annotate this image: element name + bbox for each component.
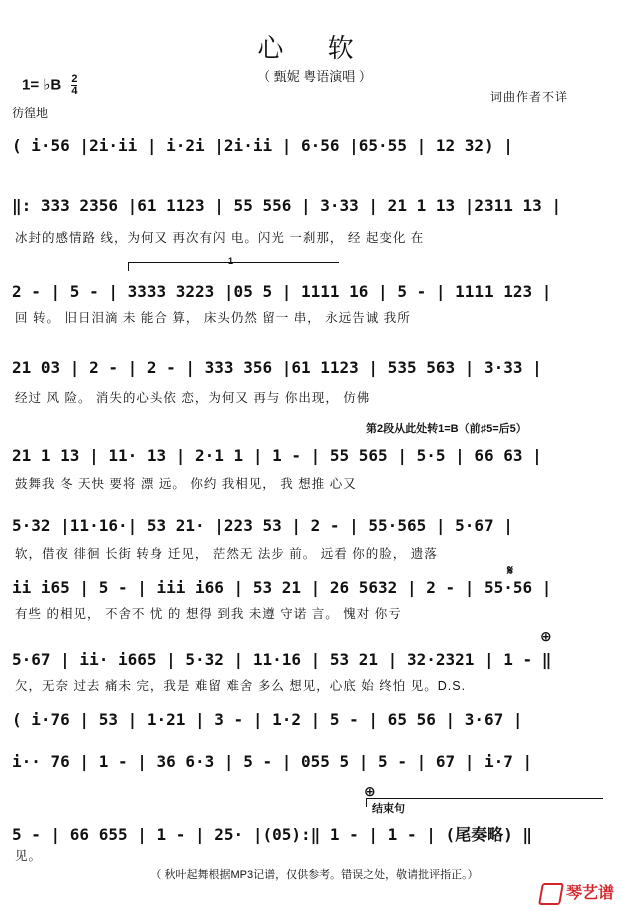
score-row-7-lyrics: 有些 的相见， 不舍不 忧 的 想得 到我 未遵 守诺 言。 愧对 你亏	[15, 607, 402, 621]
score-row-6-lyrics: 软，借夜 徘徊 长街 转身 迁见， 茫然无 法步 前。 远看 你的脸， 遗落	[15, 547, 438, 561]
score-row-7-notes: ii i65 | 5 - | iii i66 | 53 21 | 26 5632 | 2 - | 55·56 |	[12, 578, 552, 597]
key-signature	[22, 74, 77, 97]
score-row-4-notes: 21 03 | 2 - | 2 - | 333 356 |61 1123 | 535 563 | 3·33 |	[12, 358, 542, 377]
second-verse-note: 第2段从此处转1=B（前♯5=后5）	[366, 423, 527, 435]
score-row-3-lyrics: 回 转。 旧日泪滴 未 能合 算， 床头仍然 留一 串， 永远告诚 我所	[15, 311, 411, 325]
segno-sign: 𝄋	[507, 562, 514, 578]
score-row-11-notes: 5 - | 66 655 | 1 - | 25· |(05):‖ 1 - | 1 - | (尾奏略) ‖	[12, 825, 533, 844]
coda-sign-1: ⊕	[540, 628, 552, 644]
score-row-10-notes: i·· 76 | 1 - | 36 6·3 | 5 - | 055 5 | 5 - | 67 | i·7 |	[12, 752, 533, 771]
score-row-11-lyrics: 见。	[15, 849, 43, 863]
score-row-1-notes: ( i·56 |2i·ii | i·2i |2i·ii | 6·56 |65·55 | 12 32) |	[12, 136, 513, 155]
footer-note: （ 秋叶起舞根据MP3记谱，仅供参考。错误之处，敬请批评指正。）	[150, 869, 479, 881]
page-title: 心 软	[257, 34, 372, 64]
time-signature	[71, 74, 77, 97]
score-row-6-notes: 5·32 |11·16·| 53 21· |223 53 | 2 - | 55·565 | 5·67 |	[12, 516, 513, 535]
volta-label: 1	[228, 256, 234, 266]
score-row-5-lyrics: 鼓舞我 冬 天快 要将 漂 远。 你约 我相见， 我 想推 心又	[15, 477, 357, 491]
tempo-mark: 彷徨地	[12, 106, 49, 120]
volta-bracket	[128, 262, 339, 271]
time-bottom: 4	[71, 85, 78, 97]
authors-note: 词曲作者不详	[490, 90, 569, 104]
score-row-3-notes: 2 - | 5 - | 3333 3223 |05 5 | 1111 16 | 5 - | 1111 123 |	[12, 282, 552, 301]
score-row-9-notes: ( i·76 | 53 | 1·21 | 3 - | 1·2 | 5 - | 65 56 | 3·67 |	[12, 710, 523, 729]
page-subtitle: （ 甄妮 粤语演唱 ）	[257, 69, 372, 84]
time-top: 2	[71, 73, 78, 85]
logo-icon	[538, 883, 564, 905]
ending-label: 结束句	[372, 803, 405, 815]
key-label: 1= ♭B	[22, 76, 62, 94]
score-row-8-lyrics: 欠，无奈 过去 痛未 完，我是 难留 难舍 多么 想见，心底 始 终怕 见。D.S.	[15, 679, 467, 693]
logo-text: 琴艺谱	[566, 885, 615, 902]
score-row-4-lyrics: 经过 风 险。 消失的心头依 恋，为何又 再与 你出现， 仿佛	[15, 391, 371, 405]
score-row-8-notes: 5·67 | ii· i665 | 5·32 | 11·16 | 53 21 | 32·2321 | 1 - ‖	[12, 650, 552, 669]
coda-sign-2: ⊕	[364, 783, 376, 799]
score-row-2-notes: ‖: 333 2356 |61 1123 | 55 556 | 3·33 | 21 1 13 |2311 13 |	[12, 196, 562, 215]
score-row-2-lyrics: 冰封的感情路 线，为何又 再次有闪 电。闪光 一刹那， 经 起变化 在	[15, 231, 425, 245]
site-logo	[540, 880, 614, 905]
score-row-5-notes: 21 1 13 | 11· 13 | 2·1 1 | 1 - | 55 565 | 5·5 | 66 63 |	[12, 446, 542, 465]
